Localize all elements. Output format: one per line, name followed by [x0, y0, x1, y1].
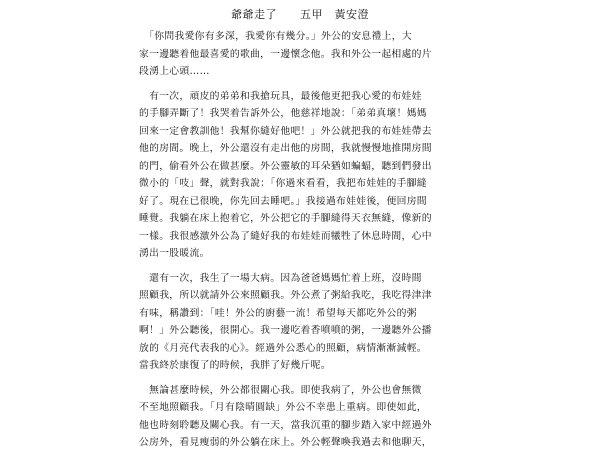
text-line: 當我終於康復了的時候，我胖了好幾斤呢。: [139, 360, 331, 371]
paragraph: [139, 88, 462, 263]
text-line: 的門，偷看外公在做甚麼。外公靈敏的耳朵猶如蝙蝠，聽到們發出: [139, 160, 432, 172]
text-line: 他也時刻聆聽及關心我。有一天，當我沉重的腳步踏入家中經過外: [139, 419, 432, 431]
text-line: 段湧上心頭……: [139, 66, 210, 77]
text-line: 好了。現在已很晚，你先回去睡吧。」我接過布娃娃後，便回房間: [139, 195, 427, 207]
text-line: 啊！」外公聽後，很開心。我一邊吃着香噴噴的粥，一邊聽外公播: [139, 325, 432, 336]
text-line: 的手腳弄斷了！我哭着告訴外公，他慈祥地說：「弟弟真壞！媽媽: [139, 108, 427, 119]
text-line: 微小的「吱」聲，就對我說：「你過來看看，我把布娃娃的手腳縫: [139, 178, 427, 189]
text-line: 還有一次，我生了一場大病。因為爸爸媽媽忙着上班，沒時間: [139, 272, 422, 284]
text-line: 家一邊聽着他最喜愛的歌曲，一邊懷念他。我和外公一起相處的片: [139, 48, 432, 60]
text-line: 不至地照顧我。「月有陰晴圓缺」外公不幸患上重病。即使如此，: [139, 402, 427, 413]
text-line: 放的《月亮代表我的心》。經過外公悉心的照顧，病情漸漸減輕。: [139, 342, 427, 354]
text-line: 有一次，頑皮的弟弟和我搶玩具，最後他更把我心愛的布娃娃: [139, 90, 422, 102]
paragraph: [139, 28, 462, 81]
text-line: 公房外，看見瘦弱的外公躺在床上。外公輕聲喚我過去和他聊天，: [139, 437, 432, 448]
text-line: 湧出一股暖流。: [139, 248, 210, 259]
paragraph: [139, 270, 462, 375]
document-title: 爺爺走了 五甲 黃安澄: [231, 8, 369, 21]
text-line: 有味，稱讚到：「哇！外公的廚藝一流！希望每天都吃外公的粥: [139, 307, 417, 319]
text-line: 睡覺。我躺在床上抱着它，外公把它的手腳縫得天衣無縫，像新的: [139, 213, 432, 224]
paragraph: [139, 382, 462, 452]
text-line: 照顧我，所以就請外公來照顧我。外公煮了粥給我吃，我吃得津津: [139, 290, 432, 301]
text-line: 一樣。我很感激外公為了縫好我的布娃娃而犧牲了休息時間，心中: [139, 230, 432, 242]
text-line: 回來一定會教訓他！我幫你縫好他吧！」外公就把我的布娃娃帶去: [139, 125, 432, 137]
text-line: 「你問我愛你有多深，我愛你有幾分。」外公的安息禮上，大: [139, 31, 412, 42]
text-line: 無論甚麼時候，外公都很關心我。即使我病了，外公也會無微: [139, 384, 422, 396]
document-body: [139, 28, 462, 459]
text-line: 他的房間。晚上，外公還沒有走出他的房間，我就慢慢地推開房間: [139, 143, 432, 154]
